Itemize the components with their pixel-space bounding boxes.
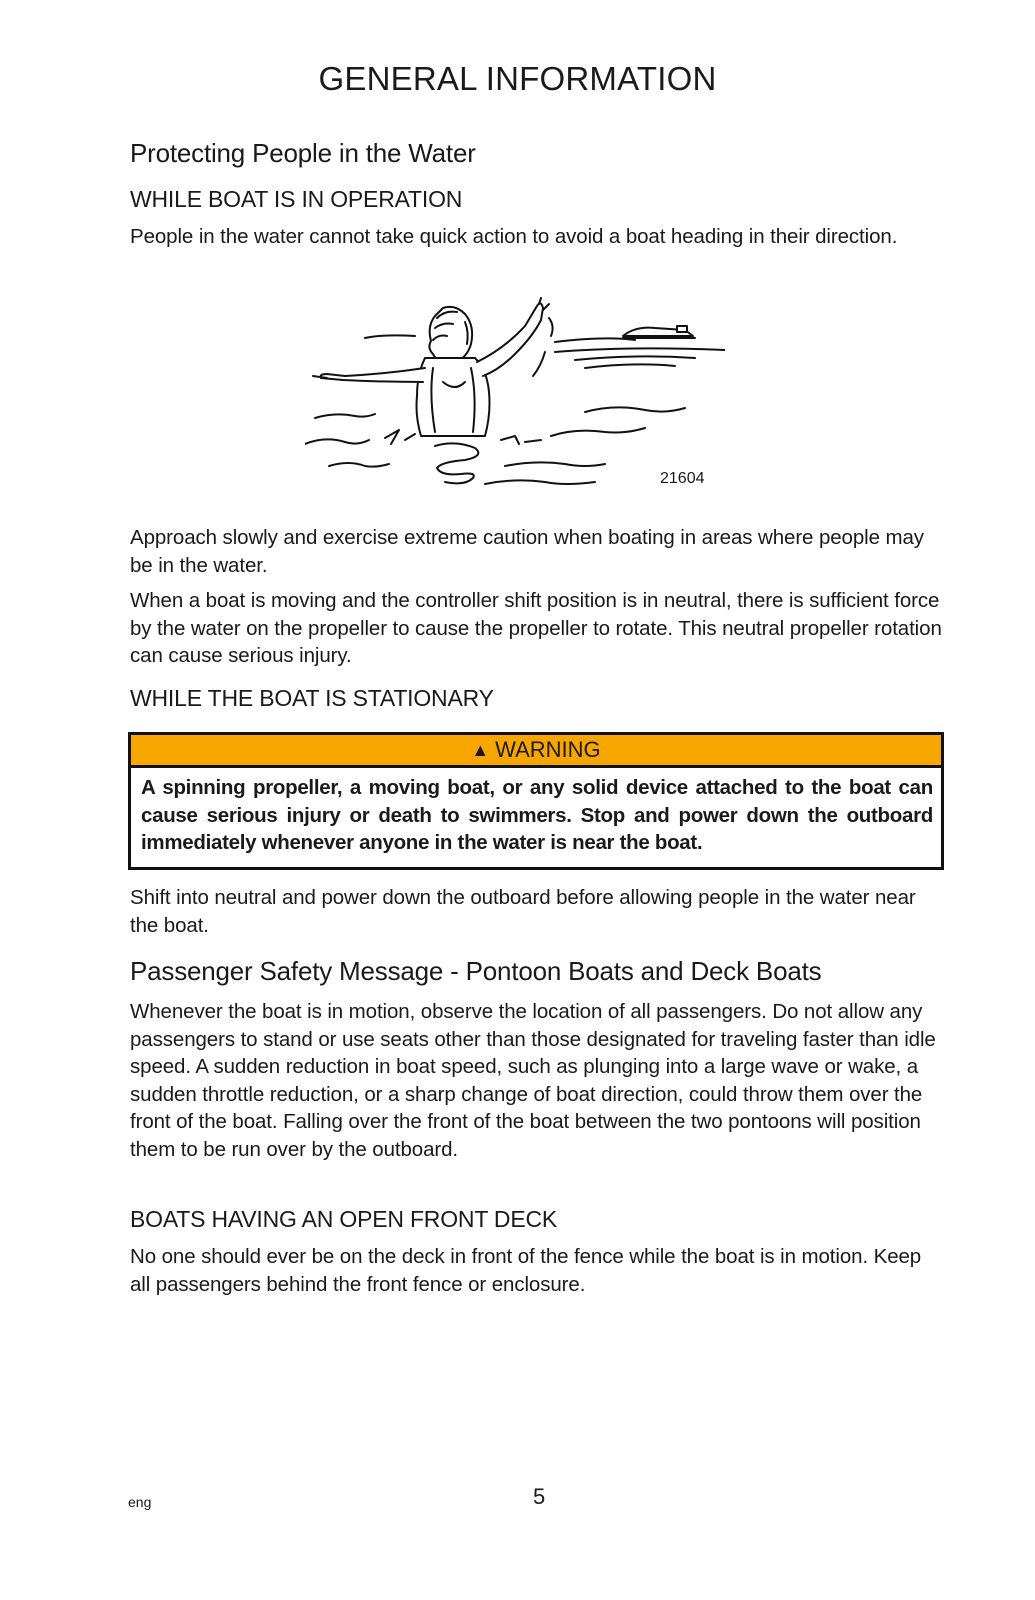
section-heading-protecting-people: Protecting People in the Water bbox=[130, 138, 476, 168]
warning-text: A spinning propeller, a moving boat, or any solid device attached to the boat can cause serious injury or death to swimmers. Stop and power down the outboard immediately whenever anyone in the water is near the boat. bbox=[141, 776, 933, 854]
paragraph-neutral-propeller: When a boat is moving and the controller shift position is in neutral, there is sufficient force by the water on the propeller to cause the propeller to rotate. This neutral propeller rotation can cause serious injury. bbox=[130, 589, 942, 667]
paragraph-shift-neutral: Shift into neutral and power down the outboard before allowing people in the water near the boat. bbox=[130, 886, 916, 937]
page-number: 5 bbox=[533, 1484, 546, 1509]
paragraph-approach-slowly: Approach slowly and exercise extreme caution when boating in areas where people may be in the water. bbox=[130, 526, 924, 577]
subheading-while-boat-in-operation: WHILE BOAT IS IN OPERATION bbox=[130, 186, 463, 212]
footer-language: eng bbox=[128, 1494, 152, 1510]
figure-reference-number: 21604 bbox=[660, 470, 705, 487]
section-heading-passenger-safety: Passenger Safety Message - Pontoon Boats and Deck Boats bbox=[130, 956, 822, 986]
warning-header bbox=[131, 735, 941, 768]
page-title: GENERAL INFORMATION bbox=[318, 60, 717, 97]
paragraph-people-in-water: People in the water cannot take quick action to avoid a boat heading in their direction. bbox=[130, 225, 898, 248]
paragraph-open-front-deck: No one should ever be on the deck in front of the fence while the boat is in motion. Keep all passengers behind the front fence or enclosure. bbox=[130, 1245, 922, 1296]
warning-box bbox=[128, 732, 944, 870]
paragraph-passenger-safety: Whenever the boat is in motion, observe the location of all passengers. Do not allow any passengers to stand or use seats other than those designated for traveling faster than idle speed. A sudden reduction in boat speed, such as plunging into a large wave or wake, a sudden throttle reduction, or a sharp change of boat direction, could throw them over the front of the boat. Falling over the front of the boat between the two pontoons will position them to be run over by the outboard. bbox=[130, 1000, 936, 1161]
swimmer-illustration bbox=[305, 296, 725, 496]
subheading-while-stationary: WHILE THE BOAT IS STATIONARY bbox=[130, 685, 494, 711]
warning-triangle-icon: ▲ bbox=[471, 740, 490, 760]
subheading-open-front-deck: BOATS HAVING AN OPEN FRONT DECK bbox=[130, 1206, 558, 1232]
warning-label: WARNING bbox=[495, 737, 601, 762]
